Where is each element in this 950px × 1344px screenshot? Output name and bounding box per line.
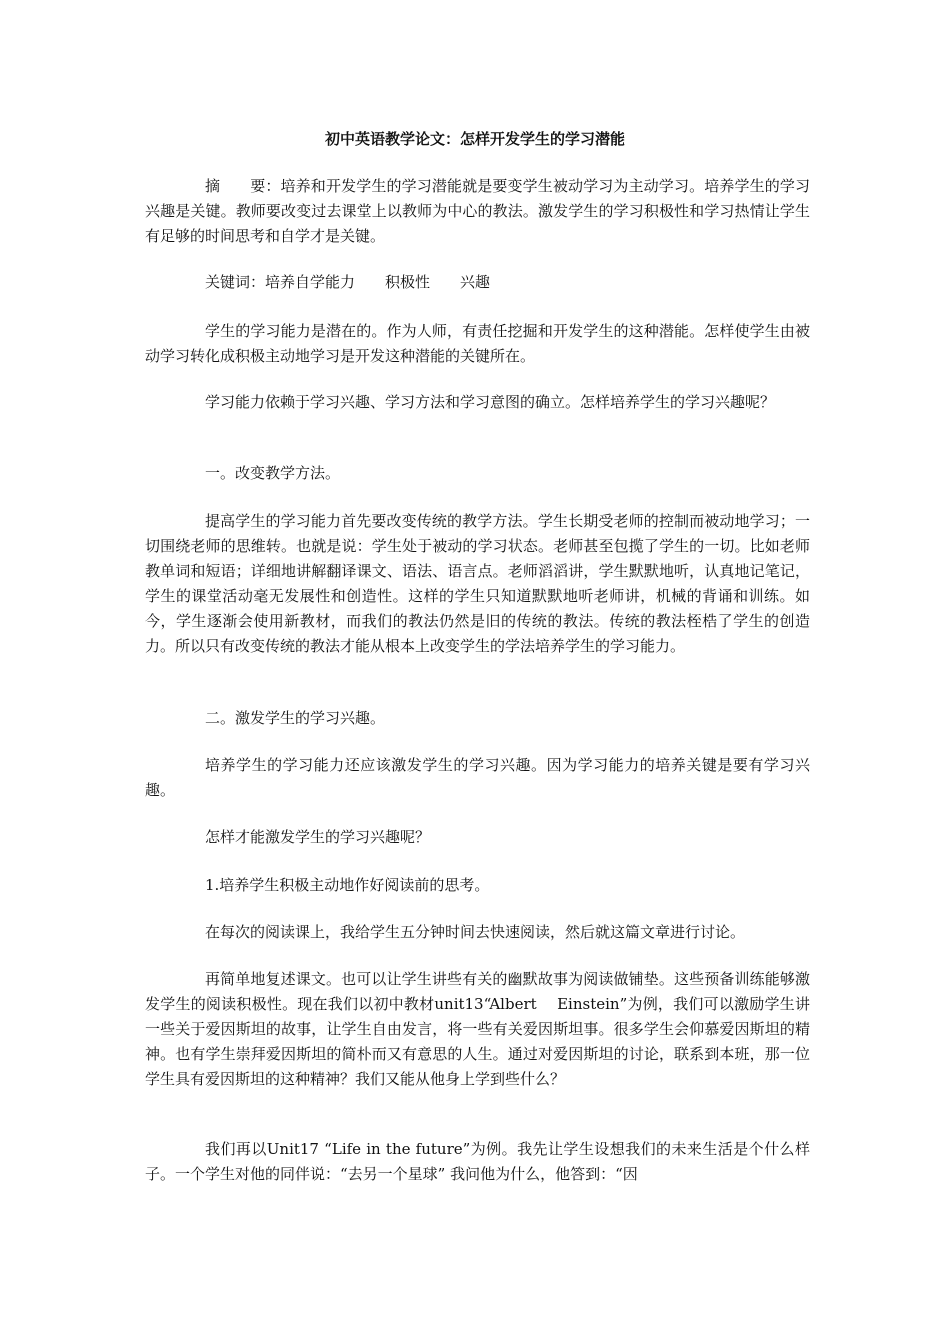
keywords-paragraph xyxy=(145,270,810,295)
keyword-item: 培养自学能力 xyxy=(265,273,356,291)
section-heading-2: 二。激发学生的学习兴趣。 xyxy=(205,709,386,727)
abstract-label-b: 要： xyxy=(250,177,281,195)
intro-paragraph-1: 学生的学习能力是潜在的。作为人师，有责任挖掘和开发学生的这种潜能。怎样使学生由被动学习转化成积极主动地学习是开发这种潜能的关键所在。 xyxy=(145,322,810,365)
interest-paragraph: 培养学生的学习能力还应该激发学生的学习兴趣。因为学习能力的培养关键是要有学习兴趣。 xyxy=(145,756,810,799)
question-paragraph: 怎样才能激发学生的学习兴趣呢？ xyxy=(205,828,431,846)
keyword-item: 积极性 xyxy=(385,273,431,291)
keyword-item: 兴趣 xyxy=(460,273,491,291)
abstract-label-a: 摘 xyxy=(205,177,221,195)
section-heading-1: 一。改变教学方法。 xyxy=(205,464,341,482)
intro-paragraph-2: 学习能力依赖于学习兴趣、学习方法和学习意图的确立。怎样培养学生的学习兴趣呢？ xyxy=(205,393,776,411)
unit17-paragraph: 我们再以Unit17 “Life in the future”为例。我先让学生设想我们的未来生活是个什么样子。一个学生对他的同伴说：“去另一个星球” 我问他为什么，他答到：“因 xyxy=(145,1140,810,1183)
abstract-paragraph xyxy=(145,174,810,249)
retell-paragraph: 再简单地复述课文。也可以让学生讲些有关的幽默故事为阅读做铺垫。这些预备训练能够激发学生的阅读积极性。现在我们以初中教材unit13“Albert Einstein”为例，我们可以激励学生讲一些关于爱因斯坦的故事，让学生自由发言，将一些有关爱因斯坦事。很多学生会仰慕爱因斯坦的精神。也有学生崇拜爱因斯坦的简朴而又有意思的人生。通过对爱因斯坦的讨论，联系到本班，那一位学生具有爱因斯坦的这种精神？我们又能从他身上学到些什么？ xyxy=(145,970,810,1088)
abstract-text: 培养和开发学生的学习潜能就是要变学生被动学习为主动学习。培养学生的学习兴趣是关键。教师要改变过去课堂上以教师为中心的教法。激发学生的学习积极性和学习热情让学生有足够的时间思考和自学才是关键。 xyxy=(145,177,810,245)
point-1-heading: 1.培养学生积极主动地作好阅读前的思考。 xyxy=(205,876,490,894)
method-paragraph: 提高学生的学习能力首先要改变传统的教学方法。学生长期受老师的控制而被动地学习；一切围绕老师的思维转。也就是说：学生处于被动的学习状态。老师甚至包揽了学生的一切。比如老师教单词和短语；详细地讲解翻译课文、语法、语言点。老师滔滔讲，学生默默地听，认真地记笔记，学生的课堂活动毫无发展性和创造性。这样的学生只知道默默地听老师讲，机械的背诵和训练。如今，学生逐渐会使用新教材，而我们的教法仍然是旧的传统的教法。传统的教法桎梏了学生的创造力。所以只有改变传统的教法才能从根本上改变学生的学法培养学生的学习能力。 xyxy=(145,512,810,655)
reading-paragraph: 在每次的阅读课上，我给学生五分钟时间去快速阅读，然后就这篇文章进行讨论。 xyxy=(205,923,746,941)
document-title: 初中英语教学论文：怎样开发学生的学习潜能 xyxy=(324,130,625,148)
keywords-label: 关键词： xyxy=(205,273,266,291)
